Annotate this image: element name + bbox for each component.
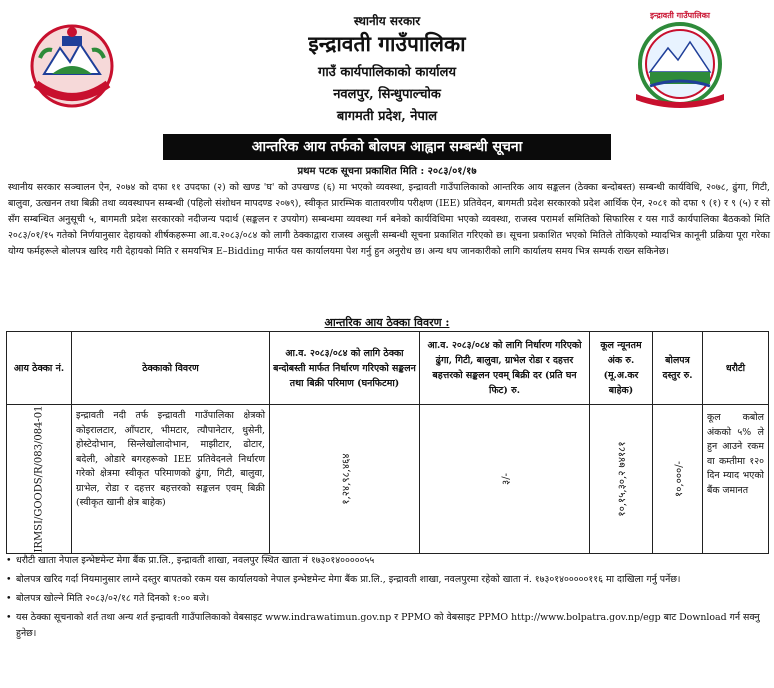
header-address: नवलपुर, सिन्धुपाल्चोक (333, 87, 441, 102)
col-header-quantity: आ.व. २०८३/०८४ को लागि ठेक्का बन्दोबस्ती मार्फत निर्धारण गरिएको सङ्कलन तथा बिक्री परिमाण (घनफिटमा) (270, 332, 420, 405)
col-header-rate: आ.व. २०८३/०८४ को लागि निर्धारण गरिएको ढुंगा, गिटी, बालुवा, ग्राभेल रोडा र दहत्तर बहत्तरको सङ्कलन एवम् बिक्री दर (प्रति घन फिट) रु. (420, 332, 590, 405)
cell-description (72, 405, 270, 554)
list-item (6, 572, 768, 588)
bullet-icon: • (6, 555, 12, 566)
note-text: धरौटी खाता नेपाल इन्भेष्टमेन्ट मेगा बैंक प्रा.लि., इन्द्रावती शाखा, नवलपुर स्थित खाता नं १७३०१४०००००५५ (16, 555, 375, 566)
note-text: बोलपत्र खरिद गर्दा नियमानुसार लाग्ने दस्तुर बापतको रकम यस कार्यालयको नेपाल इन्भेष्टमेन्ट मेगा बैंक प्रा.लि., इन्द्रावती शाखा, नवलपुरमा रहेको खाता नं. १७३०१४०००००११६ मा दाखिला गर्नु पर्नेछ। (16, 574, 681, 585)
fee-value: १०,०००/- (673, 461, 685, 497)
bullet-icon: • (6, 612, 12, 623)
bullet-icon: • (6, 574, 12, 585)
col-header-fee: बोलपत्र दस्तुर रु. (653, 332, 703, 405)
rate-value: ३/- (500, 473, 512, 485)
header-municipality-name: इन्द्रावती गाउँपालिका (308, 32, 466, 56)
cell-quantity (270, 405, 420, 554)
total-value: १०,१५,३०,२ ७४१८१ (617, 441, 628, 517)
table-row (7, 405, 769, 554)
quantity-value: १,२४,९८,४६४ (340, 453, 352, 505)
note-text: बोलपत्र खोल्ने मिति २०८३/०२/१८ गते दिनको १:०० बजे। (16, 593, 210, 604)
table-title: आन्तरिक आय ठेक्का विवरण : (324, 316, 450, 329)
list-item (6, 591, 768, 607)
col-header-description: ठेक्काको विवरण (72, 332, 270, 405)
contract-id: IRMSI/GOODS/R/083/084-01 (33, 405, 45, 553)
cell-contract-no (7, 405, 72, 554)
cell-fee (653, 405, 703, 554)
col-header-total: कूल न्यूनतम अंक रु. (मू.अ.कर बाहेक) (590, 332, 653, 405)
contract-description: इन्द्रावती नदी तर्फ इन्द्रावती गाउँपालिका क्षेत्रको कोइरालटार, आँपटार, भीमटार, त्यौपानेटार, धुसेनी, होस्टेदोभान, सिन्लेखोलादोभान, माझीटार, ढोटार, बदेली, ओडारे बगरहरूको IEE प्रतिवेदनले निर्धारण गरेको क्षेत्रमा स्वीकृत परिमाणको ढुंगा, गिटी, बालुवा, ग्राभेल, रोडा र दहत्तर बहत्तरको सङ्कलन एवम् बिक्री (स्वीकृत खानी क्षेत्र बाहेक) (76, 410, 265, 508)
publish-date: प्रथम पटक सूचना प्रकाशित मिति : २०८३/०१/१७ (297, 166, 477, 177)
intro-paragraph: स्थानीय सरकार सञ्चालन ऐन, २०७४ को दफा ११ उपदफा (२) को खण्ड 'घ' को उपखण्ड (६) मा भएको व्यवस्था, इन्द्रावती गाउँपालिकाको आन्तरिक आय सङ्कलन (ठेक्का बन्दोबस्त) सम्बन्धी कार्यविधि, २०७८, ढुंगा, गिटी, बालुवा, उत्खनन तथा बिक्री तथा व्यवस्थापन सम्बन्धी (पहिलो संशोधन मापदण्ड २०७९), स्वीकृत प्रारम्भिक वातावरणीय परीक्षण (IEE) प्रतिवेदन, बागमती प्रदेश सरकारको प्रदेश आर्थिक ऐन, २०८१ को दफा ९ (१) र ९ (५) र सो सँग सम्बन्धित अनुसूची ५, बागमती प्रदेश सरकारको नदीजन्य पदार्थ (सङ्कलन र उपयोग) सम्बन्धमा व्यवस्था गर्न बनेको कार्यविधिमा भएको व्यवस्था, राजस्व परामर्श समितिको सिफारिस र यस गाउँ कार्यपालिका बैठकको मिति २०८३/०१/१५ गतेको निर्णयानुसार देहायको शीर्षकहरूमा आ.व.२०८३/०८४ को लागी ठेक्काद्वारा राजस्व असुली सम्बन्धी सूचना प्रकाशित गरिएको छ। सूचना प्रकाशित भएको मितिले तोकिएको म्यादभित्र कानूनी प्रक्रिया पूरा गरेका योग्य फर्महरूले बोलपत्र खरिद गरी देहायको मिति र समयभित्र E–Bidding मार्फत यस कार्यालयमा पेश गर्नु हुन अनुरोध छ। अन्य थप जानकारीको लागि कार्यालय समय भित्र सम्पर्क राख्न सकिनेछ। (8, 182, 770, 257)
cell-total (590, 405, 653, 554)
cell-deposit (703, 405, 769, 554)
cell-rate (420, 405, 590, 554)
municipality-logo-text: इन्द्रावती गाउँपालिका (650, 10, 710, 20)
contract-table (6, 331, 769, 554)
note-text: यस ठेक्का सूचनाको शर्त तथा अन्य शर्त इन्द्रावती गाउँपालिकाको वेबसाइट www.indrawatimun.gov.np र PPMO को वेबसाइट PPMO http://www.bolpatra.gov.np/egp बाट Download गर्न सक्नु हुनेछ। (16, 612, 760, 639)
list-item (6, 553, 768, 569)
header-office-name: गाउँ कार्यपालिकाको कार्यालय (318, 65, 456, 80)
list-item (6, 610, 768, 642)
header-province: बागमती प्रदेश, नेपाल (336, 109, 438, 124)
notice-title-banner: आन्तरिक आय तर्फको बोलपत्र आह्वान सम्बन्धी सूचना (163, 134, 611, 160)
col-header-deposit: धरौटी (703, 332, 769, 405)
table-header-row (7, 332, 769, 405)
bullet-icon: • (6, 593, 12, 604)
deposit-condition: कूल कबोल अंकको ५% ले हुन आउने रकम वा कम्तीमा १२० दिन म्याद भएको बैंक जमानत (707, 412, 764, 496)
col-header-contract-no: आय ठेक्का नं. (7, 332, 72, 405)
header-line-local-government: स्थानीय सरकार (353, 14, 421, 28)
notes-list (6, 553, 768, 645)
